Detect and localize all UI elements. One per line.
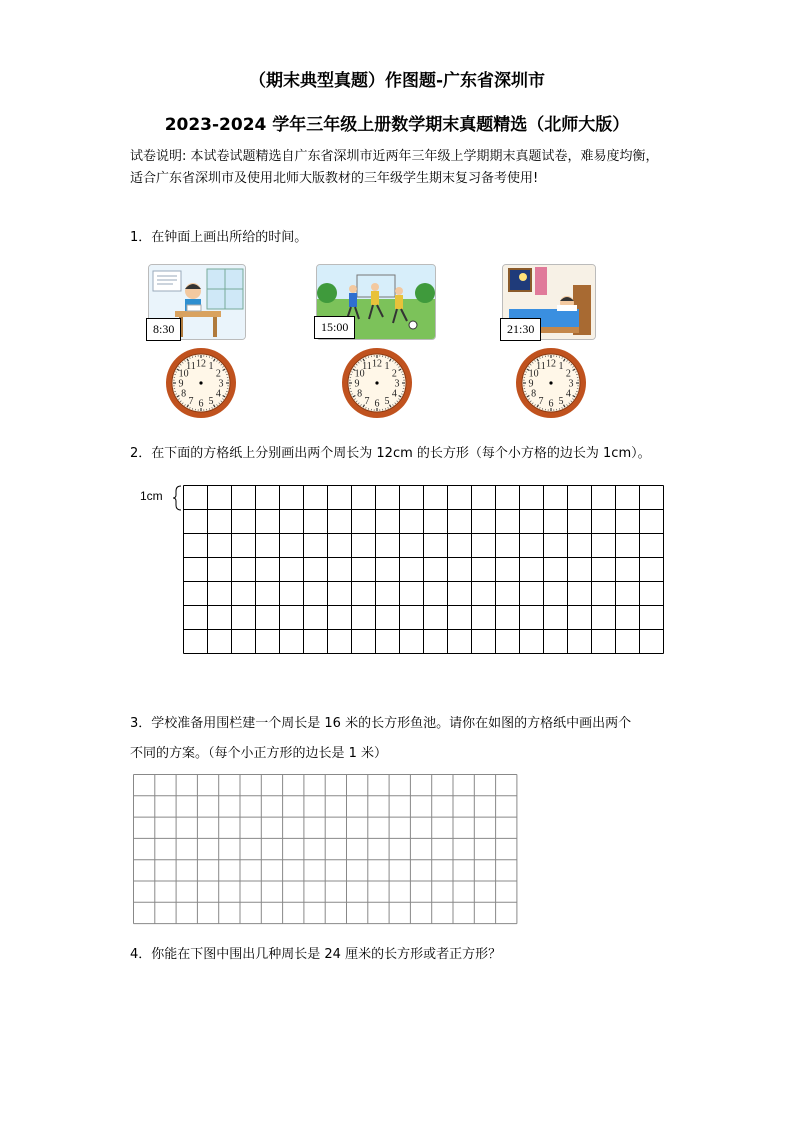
clock-number: 7 [188, 395, 194, 407]
clock-center [549, 381, 552, 384]
clock-number: 9 [354, 378, 360, 390]
clock-number: 6 [198, 398, 204, 410]
clock-number: 5 [384, 395, 390, 407]
clock-number: 12 [196, 358, 206, 370]
clock-face-1[interactable] [164, 346, 238, 424]
question-4-text: 4．你能在下图中围出几种周长是 24 厘米的长方形或者正方形？ [130, 947, 502, 962]
clock-number: 4 [391, 388, 397, 400]
clock-number: 7 [364, 395, 370, 407]
clock-face-3[interactable] [514, 346, 588, 424]
square-grid-paper-1m[interactable] [133, 774, 518, 929]
clock-number: 2 [215, 368, 221, 380]
square-grid-paper-1cm[interactable] [183, 485, 665, 659]
clock-number: 7 [538, 395, 544, 407]
clock-number: 2 [391, 368, 397, 380]
question-2-text: 2．在下面的方格纸上分别画出两个周长为 12cm 的长方形（每个小方格的边长为 1cm）。 [130, 446, 651, 461]
page-title: （期末典型真题）作图题-广东省深圳市 [248, 71, 546, 91]
clock-number: 4 [565, 388, 571, 400]
clock-number: 5 [558, 395, 564, 407]
clock-number: 3 [218, 378, 224, 390]
clock-number: 1 [384, 361, 390, 373]
clock-number: 3 [568, 378, 574, 390]
clock-number: 12 [546, 358, 556, 370]
brace-icon [172, 485, 182, 515]
clock-number: 11 [536, 361, 546, 373]
clock-number: 1 [558, 361, 564, 373]
clock-number: 10 [178, 368, 189, 380]
question-3-text-line2: 不同的方案。（每个小正方形的边长是 1 米） [130, 746, 388, 761]
time-label-2: 15:00 [314, 316, 355, 339]
clock-number: 10 [528, 368, 539, 380]
clock-face-2[interactable] [340, 346, 414, 424]
clock-number: 10 [354, 368, 365, 380]
time-label-3: 21:30 [500, 318, 541, 341]
clock-number: 4 [215, 388, 221, 400]
clock-number: 11 [186, 361, 196, 373]
clock-center [199, 381, 202, 384]
clock-number: 9 [178, 378, 184, 390]
clock-number: 8 [531, 388, 537, 400]
clock-number: 12 [372, 358, 382, 370]
clock-number: 6 [548, 398, 554, 410]
clock-number: 9 [528, 378, 534, 390]
unit-label: 1cm [140, 489, 163, 503]
clock-number: 3 [394, 378, 400, 390]
page-subtitle: 2023-2024 学年三年级上册数学期末真题精选（北师大版） [164, 115, 630, 135]
clock-number: 5 [208, 395, 214, 407]
clock-number: 1 [208, 361, 214, 373]
time-label-1: 8:30 [146, 318, 181, 341]
clock-number: 2 [565, 368, 571, 380]
clock-number: 11 [362, 361, 372, 373]
clock-number: 8 [357, 388, 363, 400]
exam-description: 试卷说明: 本试卷试题精选自广东省深圳市近两年三年级上学期期末真题试卷，难易度均衡，适合广东省深圳市及使用北师大版教材的三年级学生期末复习备考使用! [130, 149, 659, 186]
question-1-text: 1．在钟面上画出所给的时间。 [130, 230, 308, 245]
clock-number: 8 [181, 388, 187, 400]
question-3-text-line1: 3．学校准备用围栏建一个周长是 16 米的长方形鱼池。请你在如图的方格纸中画出两个 [130, 716, 632, 731]
clock-center [375, 381, 378, 384]
clock-number: 6 [374, 398, 380, 410]
